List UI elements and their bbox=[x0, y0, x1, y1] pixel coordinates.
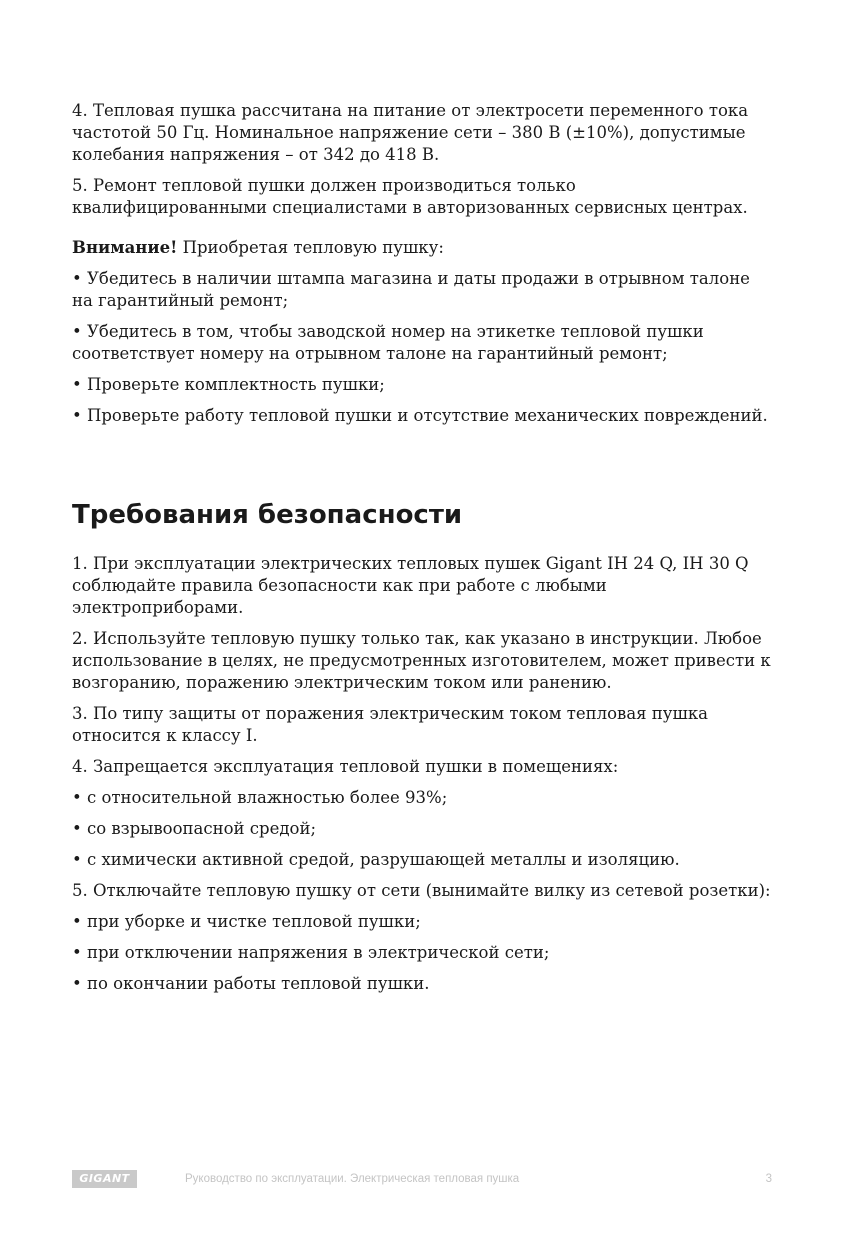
list-item: • со взрывоопасной средой; bbox=[72, 819, 317, 838]
safety-paragraph-5: 5. Отключайте тепловую пушку от сети (вынимайте вилку из сетевой розетки): bbox=[72, 881, 771, 900]
list-item: • с относительной влажностью более 93%; bbox=[72, 788, 448, 807]
brand-logo: GIGANT bbox=[72, 1170, 137, 1188]
page-footer bbox=[72, 1168, 772, 1192]
safety-paragraph-3: 3. По типу защиты от поражения электрическим током тепловая пушка относится к классу I. bbox=[72, 704, 708, 745]
list-item: • при уборке и чистке тепловой пушки; bbox=[72, 912, 421, 931]
list-item: • Убедитесь в наличии штампа магазина и даты продажи в отрывном талоне на гарантийный ремонт; bbox=[72, 269, 750, 310]
section-title: Требования безопасности bbox=[72, 500, 463, 530]
paragraph-power-supply: 4. Тепловая пушка рассчитана на питание от электросети переменного тока частотой 50 Гц. Номинальное напряжение сети – 380 В (±10%), допустимые колебания напряжения – от 342 до 418 В. bbox=[72, 101, 749, 164]
list-item: • при отключении напряжения в электрической сети; bbox=[72, 943, 550, 962]
warning-text: Приобретая тепловую пушку: bbox=[177, 238, 444, 257]
list-item: • Проверьте работу тепловой пушки и отсутствие механических повреждений. bbox=[72, 406, 768, 425]
safety-paragraph-1: 1. При эксплуатации электрических тепловых пушек Gigant IH 24 Q, IH 30 Q соблюдайте правила безопасности как при работе с любыми электроприборами. bbox=[72, 554, 749, 617]
list-item: • по окончании работы тепловой пушки. bbox=[72, 974, 430, 993]
footer-title: Руководство по эксплуатации. Электрическая тепловая пушка bbox=[185, 1173, 520, 1185]
list-item: • Проверьте комплектность пушки; bbox=[72, 375, 385, 394]
document-body bbox=[72, 100, 772, 1004]
warning-paragraph bbox=[72, 237, 772, 259]
safety-paragraph-2: 2. Используйте тепловую пушку только так, как указано в инструкции. Любое использование в целях, не предусмотренных изготовителем, может привести к возгоранию, поражению электрическим током или ранению. bbox=[72, 629, 771, 692]
paragraph-repair: 5. Ремонт тепловой пушки должен производиться только квалифицированными специалистами в авторизованных сервисных центрах. bbox=[72, 176, 748, 217]
page-number: 3 bbox=[765, 1173, 772, 1185]
safety-paragraph-4: 4. Запрещается эксплуатация тепловой пушки в помещениях: bbox=[72, 757, 619, 776]
warning-label: Внимание! bbox=[72, 238, 178, 257]
list-item: • с химически активной средой, разрушающей металлы и изоляцию. bbox=[72, 850, 680, 869]
list-item: • Убедитесь в том, чтобы заводской номер на этикетке тепловой пушки соответствует номеру на отрывном талоне на гарантийный ремонт; bbox=[72, 322, 704, 363]
